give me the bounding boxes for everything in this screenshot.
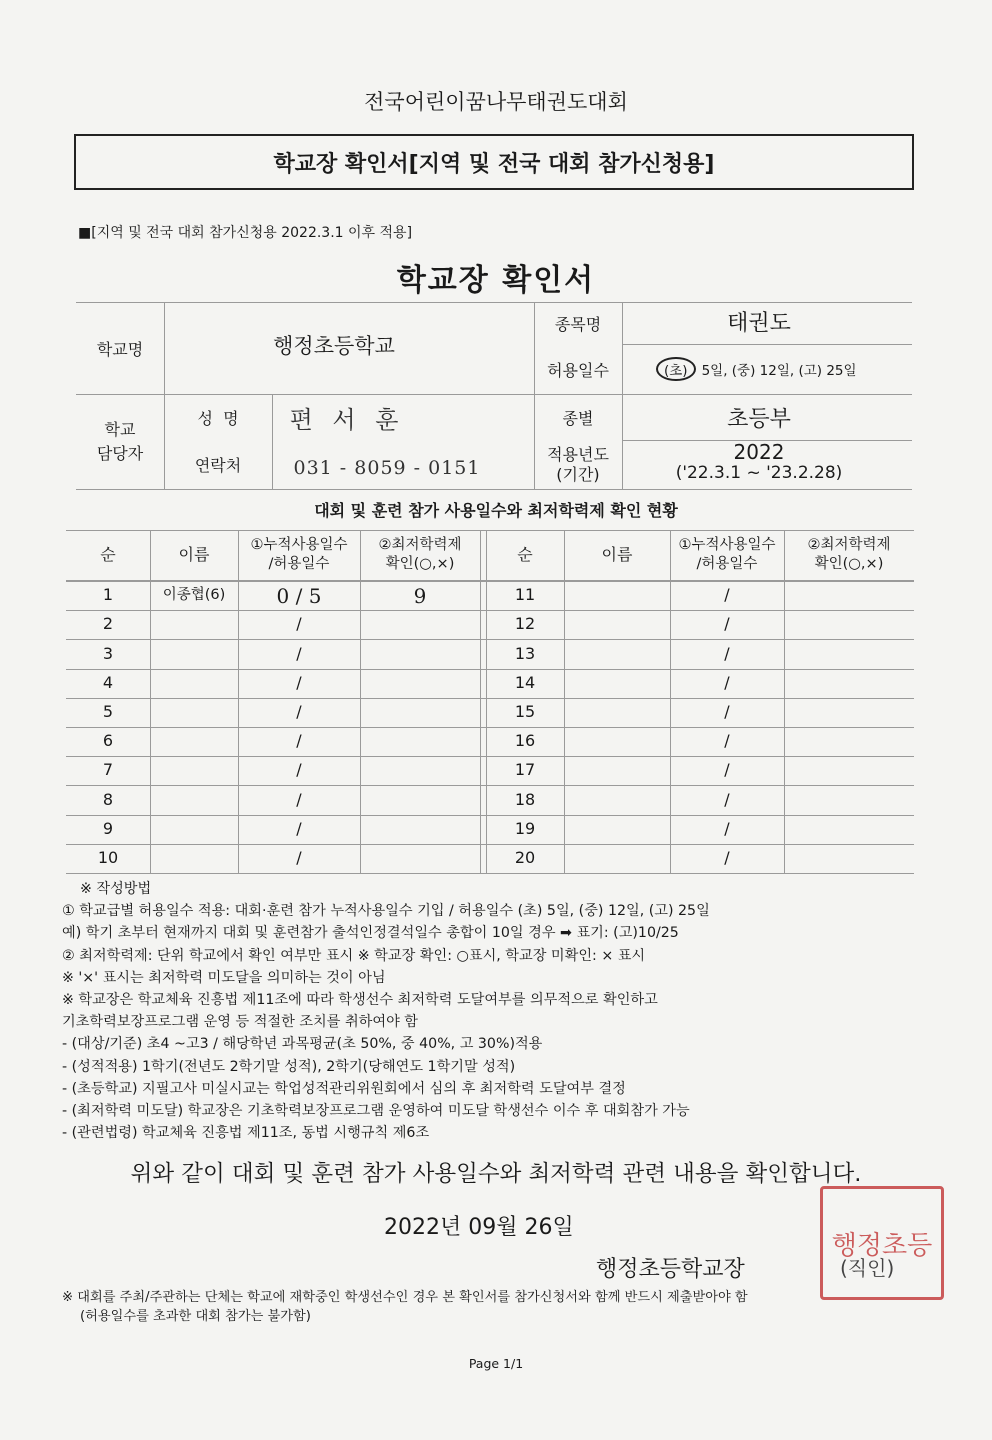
instruction-line: ※ 학교장은 학교체육 진흥법 제11조에 따라 학생선수 최저학력 도달여부를 의무적으로 확인하고	[62, 992, 658, 1009]
status-no-cell: 2	[102, 614, 114, 634]
status-days-cell: /	[724, 789, 730, 809]
status-check-cell	[784, 844, 914, 873]
status-days-cell: /	[296, 847, 302, 867]
status-check-cell	[784, 785, 914, 814]
status-days-cell: /	[296, 731, 302, 751]
status-name-cell	[150, 698, 238, 727]
status-check-cell	[360, 727, 480, 756]
status-name-cell	[564, 844, 670, 873]
status-days-cell: 0 / 5	[276, 583, 322, 608]
year-label: 적용년도 (기간)	[547, 444, 609, 484]
status-no-cell: 5	[102, 701, 114, 721]
status-no-cell: 14	[514, 672, 536, 692]
status-no-cell: 16	[514, 731, 536, 751]
status-check-cell	[784, 610, 914, 639]
header-no-right: 순	[517, 544, 533, 564]
status-days-cell: /	[296, 818, 302, 838]
principal-name: 행정초등학교장	[596, 1257, 745, 1282]
status-no-cell: 9	[102, 818, 114, 838]
manager-name-handwritten: 편 서 훈	[289, 405, 405, 434]
status-name-cell	[564, 669, 670, 698]
status-name-cell	[564, 785, 670, 814]
status-no-cell: 1	[102, 585, 114, 605]
instruction-line: ※ '×' 표시는 최저학력 미도달을 의미하는 것이 아님	[62, 969, 386, 986]
status-days-cell: /	[296, 760, 302, 780]
status-days-cell: /	[296, 701, 302, 721]
confirmation-statement: 위와 같이 대회 및 훈련 참가 사용일수와 최저학력 관련 내용을 확인합니다.	[130, 1161, 862, 1187]
header-days: ①누적사용일수 /허용일수	[250, 537, 348, 572]
footnote	[62, 1288, 932, 1326]
page-title: 학교장 확인서	[396, 263, 596, 298]
status-check-cell	[784, 669, 914, 698]
sport-label: 종목명	[554, 314, 602, 334]
status-name-cell	[150, 610, 238, 639]
header-no: 순	[100, 544, 116, 564]
status-days-cell: /	[724, 701, 730, 721]
status-days-cell: /	[296, 789, 302, 809]
writing-instructions	[62, 878, 932, 1144]
status-name-cell	[564, 756, 670, 785]
instruction-line: - (성적적용) 1학기(전년도 2학기말 성적), 2학기(당해연도 1학기말 성적)	[62, 1058, 516, 1075]
contact-label: 연락처	[194, 456, 242, 475]
allowed-days-rest: 5일, (중) 12일, (고) 25일	[701, 363, 857, 379]
status-no-cell: 17	[514, 760, 536, 780]
page-number: Page 1/1	[468, 1356, 524, 1371]
status-name-cell	[150, 727, 238, 756]
official-seal-stamp: 행정초등	[820, 1186, 944, 1300]
status-days-cell: /	[724, 672, 730, 692]
status-no-cell: 3	[102, 643, 114, 663]
status-no-cell: 13	[514, 643, 536, 663]
instruction-line: - (관련법령) 학교체육 진흥법 제11조, 동법 시행규칙 제6조	[62, 1125, 430, 1142]
status-check-cell	[784, 727, 914, 756]
instruction-line: - (초등학교) 지필고사 미실시교는 학업성적관리위원회에서 심의 후 최저학력 도달여부 결정	[62, 1080, 626, 1097]
status-check-cell	[360, 785, 480, 814]
document-title-box: 학교장 확인서[지역 및 전국 대회 참가신청용]	[74, 134, 914, 190]
status-check-cell	[360, 756, 480, 785]
header-name-right: 이름	[601, 544, 633, 564]
status-check-cell	[360, 669, 480, 698]
status-check-cell	[784, 756, 914, 785]
instruction-line: 예) 학기 초부터 현재까지 대회 및 훈련참가 출석인정결석일수 총합이 10일 경우 ➡ 표기: (고)10/25	[62, 925, 679, 942]
status-days-cell: /	[724, 731, 730, 751]
status-name-cell	[150, 639, 238, 668]
instruction-line: - (최저학력 미도달) 학교장은 기초학력보장프로그램 운영하여 미도달 학생선수 이수 후 대회참가 가능	[62, 1103, 690, 1120]
status-check-cell: 9	[413, 583, 427, 608]
footnote-line-1: ※ 대회를 주최/주관하는 단체는 학교에 재학중인 학생선수인 경우 본 확인서를 참가신청서와 함께 반드시 제출받아야 함	[62, 1290, 748, 1305]
status-no-cell: 4	[102, 672, 114, 692]
status-days-cell: /	[724, 847, 730, 867]
info-table	[76, 302, 912, 490]
status-days-cell: /	[724, 614, 730, 634]
period-value: ('22.3.1 ~ '23.2.28)	[675, 463, 843, 483]
status-no-cell: 20	[514, 847, 536, 867]
status-table	[66, 530, 914, 874]
division-value: 초등부	[727, 406, 791, 432]
school-name-value: 행정초등학교	[273, 334, 395, 358]
status-no-cell: 6	[102, 731, 114, 751]
status-check-cell	[784, 639, 914, 668]
status-name-cell	[150, 756, 238, 785]
status-check-cell	[784, 815, 914, 844]
instruction-line: - (대상/기준) 초4 ~고3 / 해당학년 과목평균(초 50%, 중 40%, 고 30%)적용	[62, 1036, 543, 1053]
seal-label: (직인)	[840, 1256, 895, 1280]
status-check-cell	[784, 698, 914, 727]
status-days-cell: /	[724, 818, 730, 838]
status-no-cell: 10	[97, 847, 119, 867]
status-no-cell: 7	[102, 760, 114, 780]
status-days-cell: /	[296, 672, 302, 692]
status-check-cell	[360, 698, 480, 727]
manager-label: 학교 담당자	[96, 419, 144, 463]
status-days-cell: /	[296, 614, 302, 634]
status-no-cell: 19	[514, 818, 536, 838]
status-name-cell	[564, 815, 670, 844]
status-name-cell	[564, 610, 670, 639]
status-name-cell	[150, 844, 238, 873]
signed-date: 2022년 09월 26일	[384, 1215, 574, 1240]
year-value: 2022	[733, 440, 785, 464]
sport-value: 태권도	[727, 310, 791, 336]
school-name-label: 학교명	[96, 339, 144, 359]
instruction-line: ① 학교급별 허용일수 적용: 대회·훈련 참가 누적사용일수 기입 / 허용일수 (초) 5일, (중) 12일, (고) 25일	[62, 903, 710, 920]
status-table-title: 대회 및 훈련 참가 사용일수와 최저학력제 확인 현황	[314, 501, 678, 520]
status-check-cell	[360, 815, 480, 844]
allowed-days-value	[656, 344, 896, 394]
status-days-cell: /	[724, 760, 730, 780]
applicability-note: ■[지역 및 전국 대회 참가신청용 2022.3.1 이후 적용]	[78, 225, 413, 241]
status-no-cell: 12	[514, 614, 536, 634]
status-check-cell	[360, 610, 480, 639]
name-label: 성 명	[197, 408, 239, 428]
instruction-line: ② 최저학력제: 단위 학교에서 확인 여부만 표시 ※ 학교장 확인: ○표시, 학교장 미확인: × 표시	[62, 947, 646, 964]
header-name: 이름	[178, 544, 210, 564]
status-name-cell	[564, 727, 670, 756]
allowed-days-label: 허용일수	[547, 360, 609, 380]
contact-handwritten: 031 - 8059 - 0151	[293, 457, 481, 479]
status-name-cell	[150, 785, 238, 814]
status-name-cell	[564, 581, 670, 610]
status-no-cell: 11	[514, 585, 536, 605]
status-name-cell	[150, 669, 238, 698]
elementary-circle: (초)	[656, 357, 696, 381]
header-days-right: ①누적사용일수 /허용일수	[678, 537, 776, 572]
header-check: ②최저학력제 확인(○,×)	[378, 537, 462, 572]
status-days-cell: /	[724, 585, 730, 605]
status-name-cell	[150, 815, 238, 844]
status-name-cell	[564, 639, 670, 668]
status-name-cell	[564, 698, 670, 727]
header-check-right: ②최저학력제 확인(○,×)	[807, 537, 891, 572]
division-label: 종별	[562, 408, 594, 428]
status-check-cell	[360, 639, 480, 668]
status-no-cell: 15	[514, 701, 536, 721]
status-no-cell: 18	[514, 789, 536, 809]
event-name: 전국어린이꿈나무태권도대회	[364, 90, 628, 114]
footnote-line-2: (허용일수를 초과한 대회 참가는 불가함)	[80, 1309, 311, 1324]
status-no-cell: 8	[102, 789, 114, 809]
status-name-cell: 이종협(6)	[162, 587, 226, 604]
status-check-cell	[360, 844, 480, 873]
instruction-line: 기초학력보장프로그램 운영 등 적절한 조치를 취하여야 함	[62, 1014, 418, 1031]
status-check-cell	[784, 581, 914, 610]
status-days-cell: /	[724, 643, 730, 663]
instruction-line: ※ 작성방법	[80, 881, 152, 897]
status-days-cell: /	[296, 643, 302, 663]
